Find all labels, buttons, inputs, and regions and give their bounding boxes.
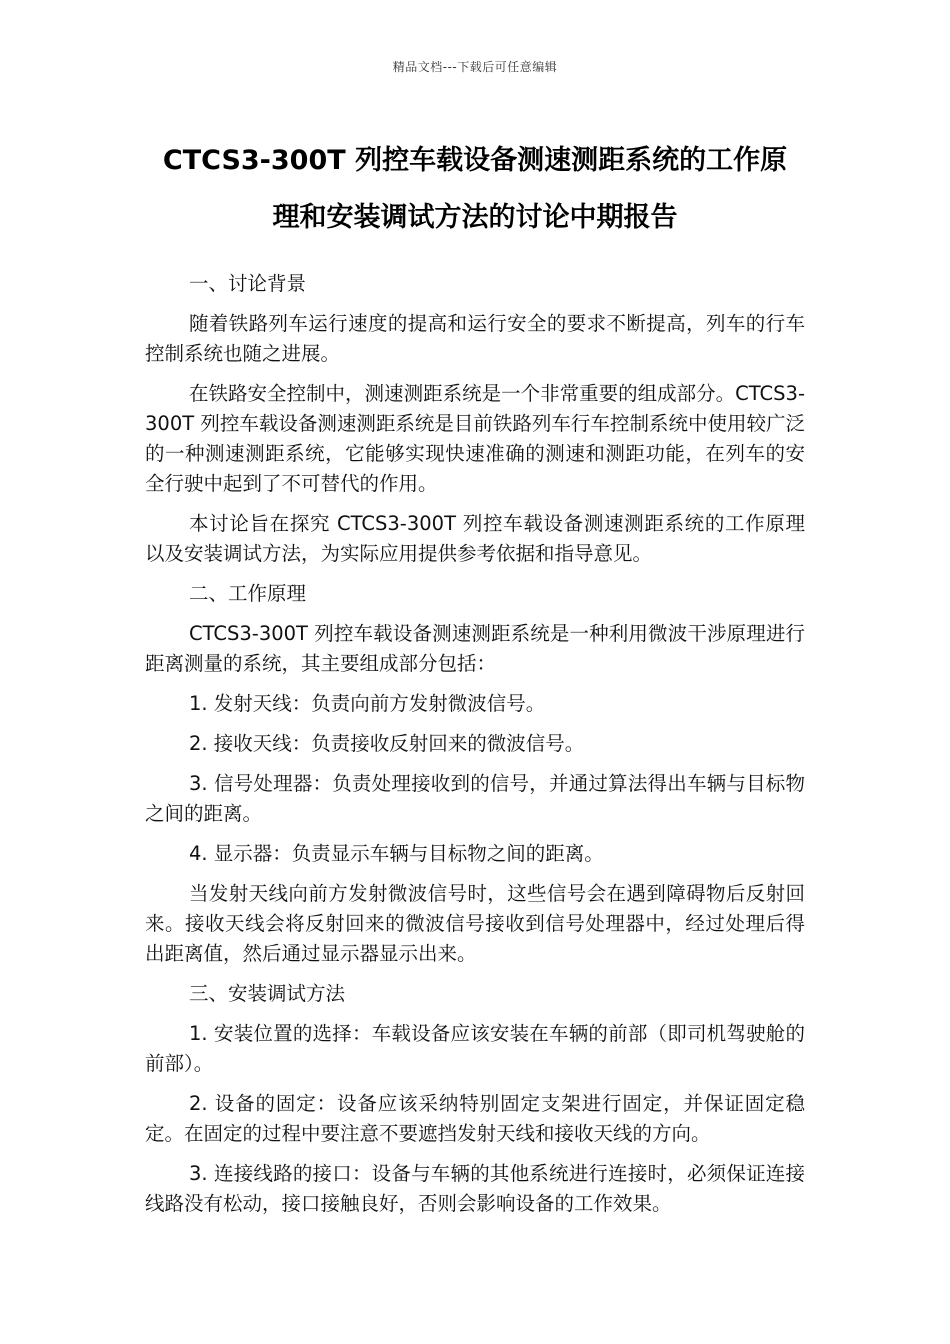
section-heading-background: 一、讨论背景	[189, 272, 307, 295]
body-paragraph: 当发射天线向前方发射微波信号时，这些信号会在遇到障碍物后反射回来。接收天线会将反射回来的微波信号接收到信号处理器中，经过处理后得出距离值，然后通过显示器显示出来。	[145, 882, 805, 965]
document-title	[140, 132, 810, 246]
list-item: 1. 发射天线：负责向前方发射微波信号。	[189, 692, 546, 715]
list-item: 3. 信号处理器：负责处理接收到的信号，并通过算法得出车辆与目标物之间的距离。	[145, 772, 805, 825]
body-paragraph: 随着铁路列车运行速度的提高和运行安全的要求不断提高，列车的行车控制系统也随之进展。	[145, 312, 805, 365]
section-heading-principle: 二、工作原理	[189, 582, 307, 605]
body-paragraph: 在铁路安全控制中，测速测距系统是一个非常重要的组成部分。CTCS3-300T 列控车载设备测速测距系统是目前铁路列车行车控制系统中使用较广泛的一种测速测距系统，它能够实现快速准确的测速和测距功能，在列车的安全行驶中起到了不可替代的作用。	[145, 382, 805, 495]
title-line-2: 理和安装调试方法的讨论中期报告	[272, 202, 678, 233]
document-body	[145, 269, 805, 1229]
title-line-1: CTCS3-300T 列控车载设备测速测距系统的工作原	[162, 145, 788, 176]
header-note: 精品文档---下载后可任意编辑	[392, 60, 558, 74]
list-item: 4. 显示器：负责显示车辆与目标物之间的距离。	[189, 842, 604, 865]
list-item: 2. 接收天线：负责接收反射回来的微波信号。	[189, 732, 585, 755]
body-paragraph: CTCS3-300T 列控车载设备测速测距系统是一种利用微波干涉原理进行距离测量的系统，其主要组成部分包括：	[145, 622, 805, 675]
list-item: 2. 设备的固定：设备应该采纳特别固定支架进行固定，并保证固定稳定。在固定的过程中要注意不要遮挡发射天线和接收天线的方向。	[145, 1092, 805, 1145]
list-item: 1. 安装位置的选择：车载设备应该安装在车辆的前部（即司机驾驶舱的前部）。	[145, 1022, 805, 1075]
section-heading-installation: 三、安装调试方法	[189, 982, 346, 1005]
list-item: 3. 连接线路的接口：设备与车辆的其他系统进行连接时，必须保证连接线路没有松动，接口接触良好，否则会影响设备的工作效果。	[145, 1162, 805, 1215]
body-paragraph: 本讨论旨在探究 CTCS3-300T 列控车载设备测速测距系统的工作原理以及安装调试方法，为实际应用提供参考依据和指导意见。	[145, 512, 805, 565]
